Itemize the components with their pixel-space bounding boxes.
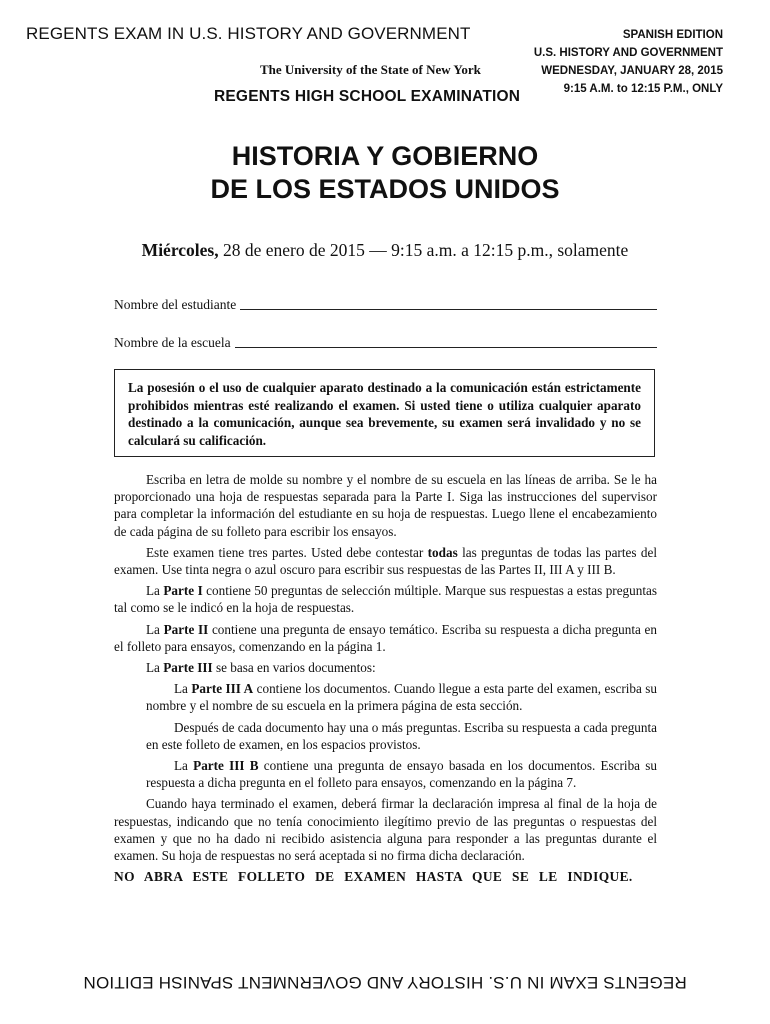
school-name-label: Nombre de la escuela: [114, 335, 231, 350]
date-day: Miércoles,: [141, 240, 219, 260]
instruction-paragraph: La Parte III B contiene una pregunta de ensayo basada en los documentos. Escriba su respuesta a dicha pregunta en el folleto para ensayos, comenzando en la página 7.: [146, 758, 657, 791]
instruction-paragraph: La Parte III se basa en varios documentos:: [146, 660, 376, 676]
instruction-paragraph: Después de cada documento hay una o más preguntas. Escriba su respuesta a cada pregunta en este folleto de examen, en los espacios provistos.: [146, 719, 657, 752]
school-name-field[interactable]: [114, 335, 657, 351]
instruction-paragraph: La Parte I contiene 50 preguntas de selección múltiple. Marque sus respuestas a estas preguntas tal como se le indicó en la hoja de respuestas.: [114, 583, 657, 616]
edition-label: SPANISH EDITION: [622, 29, 723, 41]
student-name-label: Nombre del estudiante: [114, 297, 237, 312]
student-name-line[interactable]: [240, 297, 657, 310]
do-not-open-notice: NO ABRA ESTE FOLLETO DE EXAMEN HASTA QUE SE LE INDIQUE.: [114, 869, 633, 885]
page-title: [0, 140, 770, 206]
edition-info-block: [534, 26, 723, 98]
exam-title-header: REGENTS EXAM IN U.S. HISTORY AND GOVERNMENT: [26, 24, 471, 43]
exam-type-heading: REGENTS HIGH SCHOOL EXAMINATION: [214, 88, 521, 105]
device-warning-box: La posesión o el uso de cualquier aparato destinado a la comunicación están estrictamente prohibidos mientras esté realizando el examen. Si usted tiene o utiliza cualquier aparato destinado a la comunicación, aunque sea brevemente, su examen será invalidado y no se calculará su calificación.: [114, 369, 655, 457]
school-name-line[interactable]: [235, 335, 657, 348]
instructions-body: [114, 471, 657, 889]
spanish-date-line: [0, 240, 770, 261]
instruction-paragraph: Escriba en letra de molde su nombre y el nombre de su escuela en las líneas de arriba. Se le ha proporcionado una hoja de respuestas separada para la Parte I. Siga las instrucciones del supervisor para completar la información del estudiante en su hoja de respuestas. Luego llene el encabezamiento de cada página de su folleto para escribir los ensayos.: [114, 472, 657, 539]
student-name-field[interactable]: [114, 297, 657, 313]
exam-date: WEDNESDAY, JANUARY 28, 2015: [541, 65, 723, 77]
instruction-paragraph: Cuando haya terminado el examen, deberá firmar la declaración impresa al final de la hoja de respuestas, indicando que no tenía conocimiento ilegítimo previo de las preguntas o respuestas del examen y que no ha dado ni recibido asistencia alguna para responder a las preguntas durante el examen. Su hoja de respuestas no será aceptada si no firma dicha declaración.: [114, 796, 657, 864]
university-name: The University of the State of New York: [260, 62, 481, 77]
page-title-line-2: DE LOS ESTADOS UNIDOS: [210, 174, 560, 204]
date-rest: 28 de enero de 2015 — 9:15 a.m. a 12:15 p.m., solamente: [218, 240, 629, 260]
subject-label: U.S. HISTORY AND GOVERNMENT: [533, 47, 723, 59]
instruction-paragraph: La Parte III A contiene los documentos. Cuando llegue a esta parte del examen, escriba su nombre y el nombre de su escuela en la primera página de esta sección.: [146, 681, 657, 714]
page-title-line-1: HISTORIA Y GOBIERNO: [231, 141, 539, 171]
exam-time: 9:15 A.M. to 12:15 P.M., ONLY: [563, 83, 723, 95]
instruction-paragraph: La Parte II contiene una pregunta de ensayo temático. Escriba su respuesta a dicha pregunta en el folleto para ensayos, comenzando en la página 1.: [114, 621, 657, 654]
instruction-paragraph: Este examen tiene tres partes. Usted debe contestar todas las preguntas de todas las partes del examen. Use tinta negra o azul oscuro para escribir sus respuestas de las Partes II, III A y III B.: [114, 544, 657, 578]
flipped-footer-title: REGENTS EXAM IN U.S. HISTORY AND GOVERNMENT SPANISH EDITION: [83, 973, 687, 992]
